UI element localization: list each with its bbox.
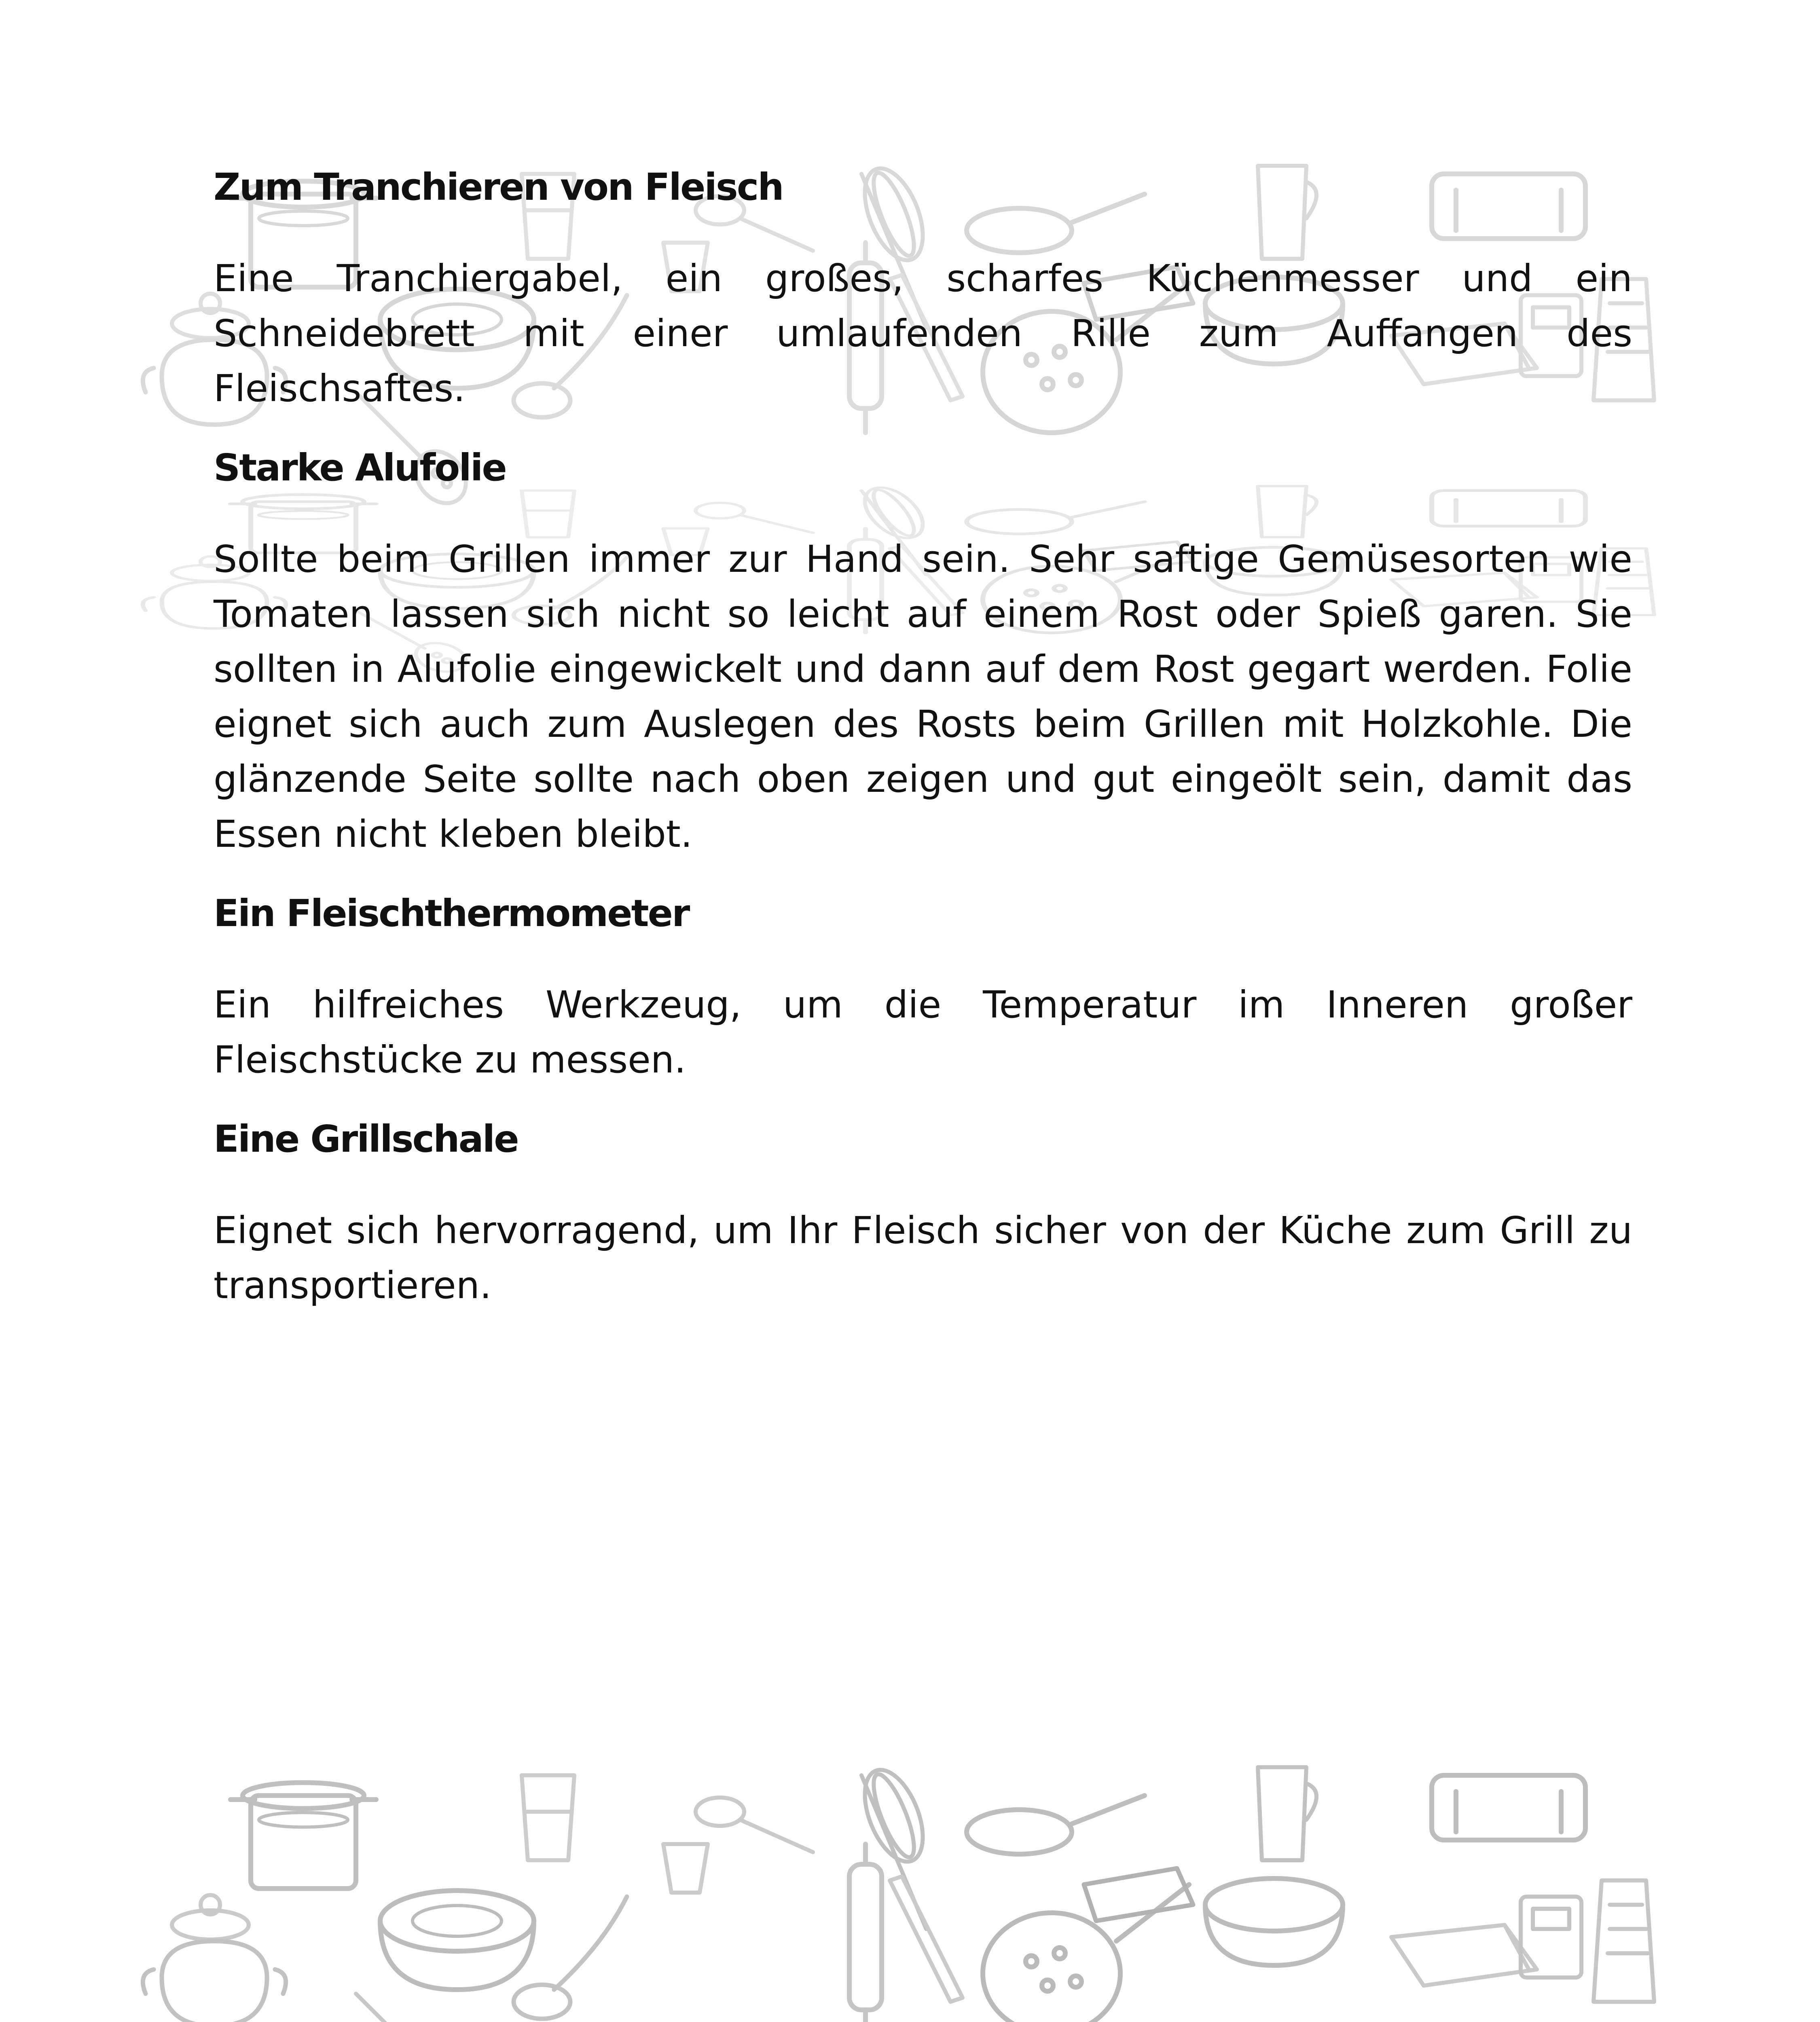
heading-thermometer: Ein Fleischthermometer — [214, 892, 689, 935]
section-carving — [214, 160, 1632, 416]
heading-grill-tray: Eine Grillschale — [214, 1117, 518, 1161]
paragraph-thermometer: Ein hilfreiches Werkzeug, um die Temperatur im Inneren großer Fleischstücke zu messen. — [214, 983, 1632, 1081]
paragraph-foil: Sollte beim Grillen immer zur Hand sein. Sehr saftige Gemüsesorten wie Tomaten lassen sich nicht so leicht auf einem Rost oder Spieß garen. Sie sollten in Alufolie eingewickelt und dann auf dem Rost gegart werden. Folie eignet sich auch zum Auslegen des Rosts beim Grillen mit Holzkohle. Die glänzende Seite sollte nach oben zeigen und gut eingeölt sein, damit das Essen nicht kleben bleibt. — [214, 537, 1632, 856]
section-thermometer — [214, 886, 1632, 1087]
section-grill-tray — [214, 1112, 1632, 1313]
lower-illustration-band — [143, 1762, 1654, 2022]
paragraph-grill-tray: Eignet sich hervorragend, um Ihr Fleisch sicher von der Küche zum Grill zu transportieren. — [214, 1209, 1632, 1307]
paragraph-carving: Eine Tranchiergabel, ein großes, scharfes Küchenmesser und ein Schneidebrett mit einer umlaufenden Rille zum Auffangen des Fleischsaftes. — [214, 257, 1632, 410]
section-foil — [214, 440, 1632, 862]
heading-foil: Starke Alufolie — [214, 446, 506, 489]
text-content — [214, 160, 1632, 1313]
heading-carving: Zum Tranchieren von Fleisch — [214, 165, 783, 209]
